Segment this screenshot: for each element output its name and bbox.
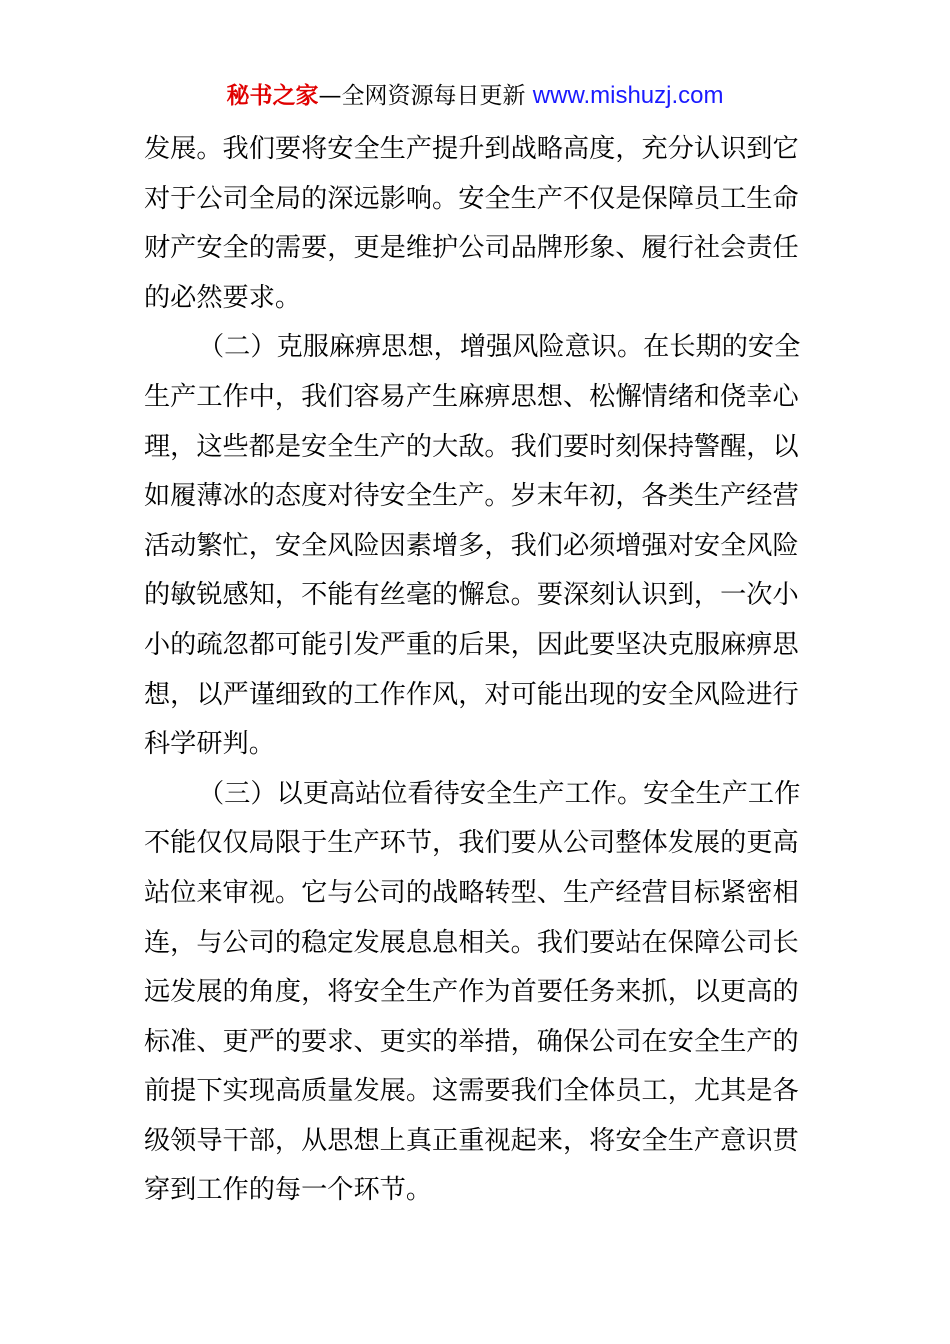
section-heading-line: （三）以更高站位看待安全生产工作。安全生产工作 [198, 778, 801, 809]
text-line: 想，以严谨细致的工作作风，对可能出现的安全风险进行 [144, 679, 799, 710]
text-line: 财产安全的需要，更是维护公司品牌形象、履行社会责任 [144, 233, 799, 264]
text-line: 连，与公司的稳定发展息息相关。我们要站在保障公司长 [144, 927, 799, 958]
text-line: 科学研判。 [144, 729, 275, 760]
text-line: 的敏锐感知，不能有丝毫的懈怠。要深刻认识到，一次小 [144, 580, 799, 611]
section-heading-line: （二）克服麻痹思想，增强风险意识。在长期的安全 [198, 332, 801, 363]
header-url: www.mishuzj.com [532, 82, 724, 109]
text-line: 活动繁忙，安全风险因素增多，我们必须增强对安全风险 [144, 530, 799, 561]
text-line: 前提下实现高质量发展。这需要我们全体员工，尤其是各 [144, 1076, 799, 1107]
text-line: 标准、更严的要求、更实的举措，确保公司在安全生产的 [144, 1026, 799, 1057]
brand-name: 秘书之家 [226, 83, 319, 109]
document-body [144, 125, 808, 1216]
text-line: 级领导干部，从思想上真正重视起来，将安全生产意识贯 [144, 1125, 799, 1156]
text-line: 不能仅仅局限于生产环节，我们要从公司整体发展的更高 [144, 828, 799, 859]
page-header [0, 80, 950, 112]
text-line: 理，这些都是安全生产的大敌。我们要时刻保持警醒，以 [144, 431, 799, 462]
text-line: 站位来审视。它与公司的战略转型、生产经营目标紧密相 [144, 877, 799, 908]
text-line: 远发展的角度，将安全生产作为首要任务来抓，以更高的 [144, 977, 799, 1008]
text-line: 小的疏忽都可能引发严重的后果，因此要坚决克服麻痹思 [144, 629, 799, 660]
text-line: 的必然要求。 [144, 282, 302, 313]
header-tagline: —全网资源每日更新 [318, 83, 533, 109]
text-line: 发展。我们要将安全生产提升到战略高度，充分认识到它 [144, 134, 799, 164]
text-line: 对于公司全局的深远影响。安全生产不仅是保障员工生命 [144, 183, 799, 214]
text-line: 穿到工作的每一个环节。 [144, 1175, 433, 1206]
text-line: 如履薄冰的态度对待安全生产。岁末年初，各类生产经营 [144, 481, 799, 512]
text-line: 生产工作中，我们容易产生麻痹思想、松懈情绪和侥幸心 [144, 381, 799, 412]
